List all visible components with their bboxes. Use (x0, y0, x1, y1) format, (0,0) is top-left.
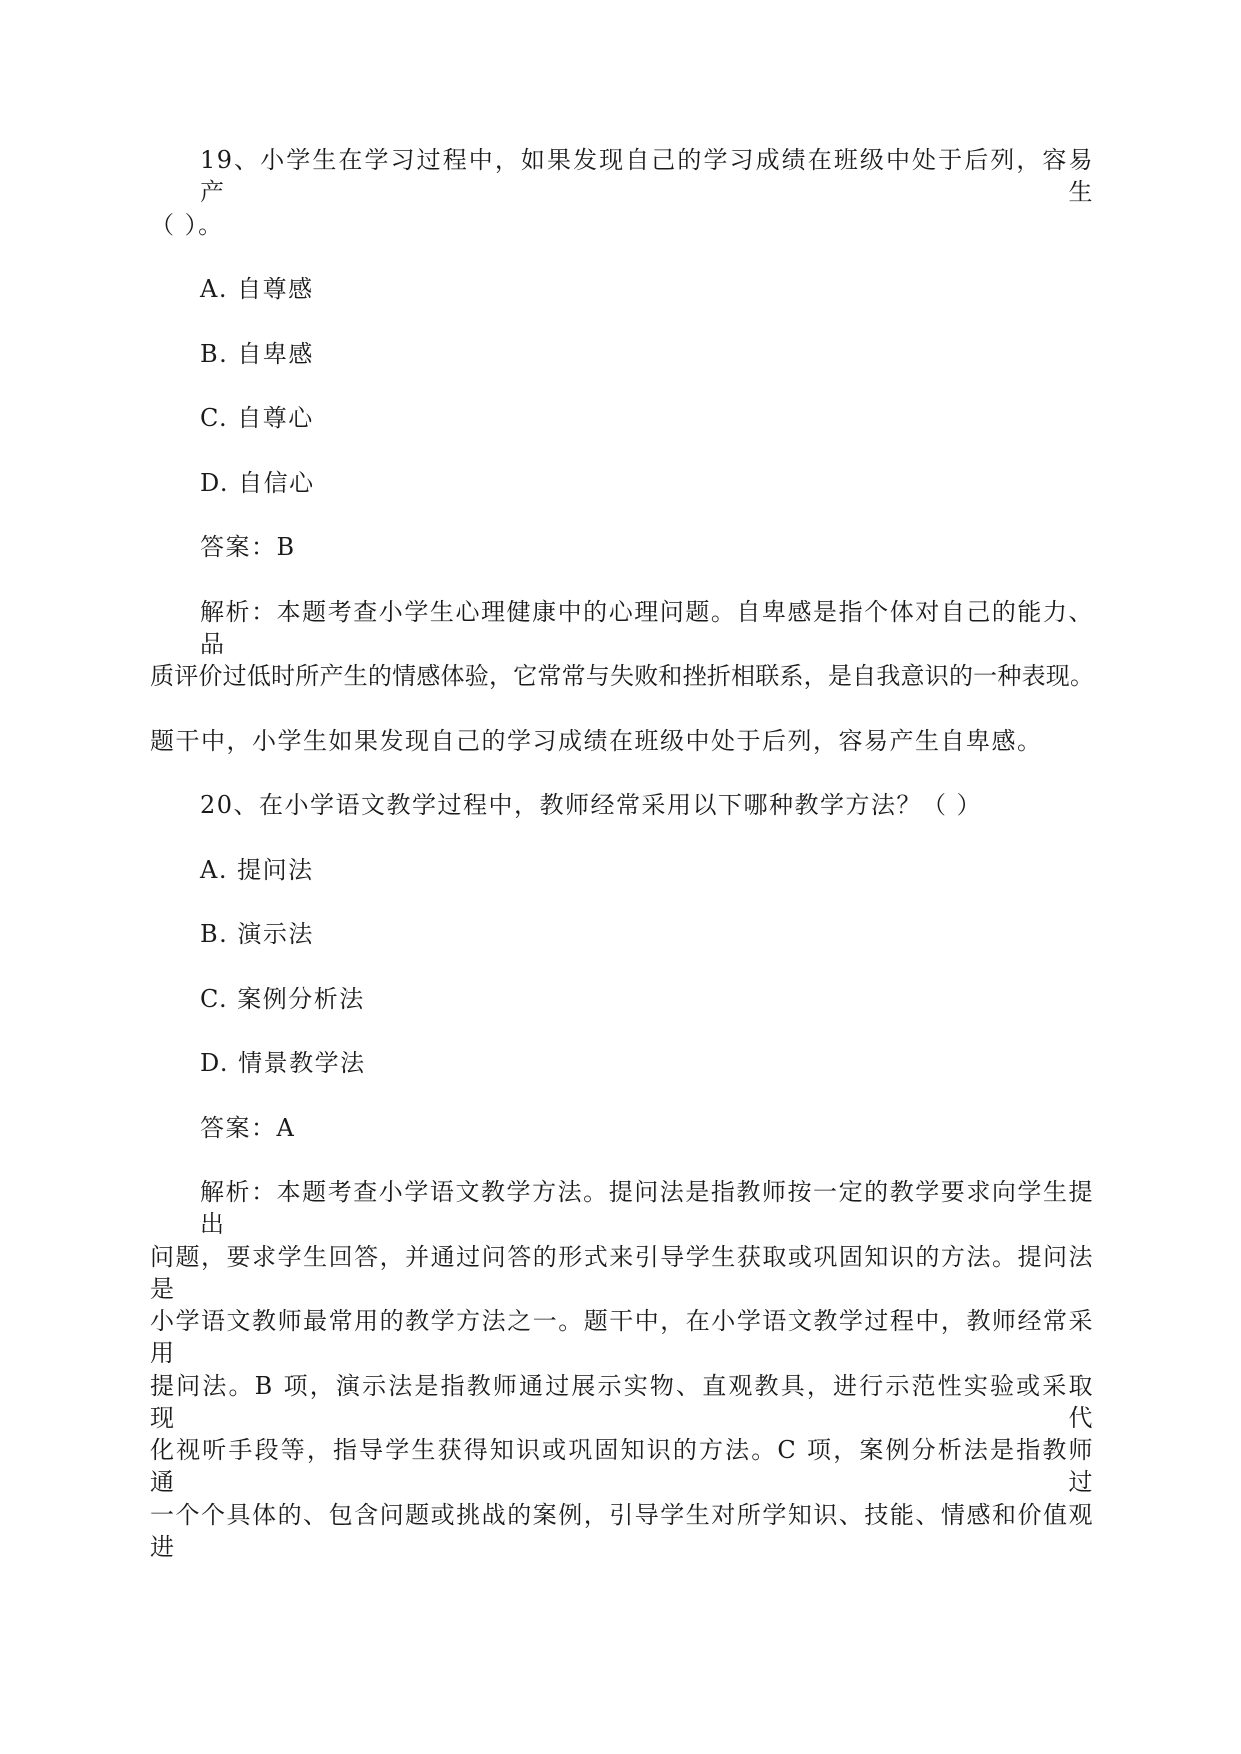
answer: 答案：B (200, 533, 296, 561)
question-stem-continued: （ ）。 (150, 210, 224, 239)
analysis-line: 解析：本题考查小学生心理健康中的心理问题。自卑感是指个体对自己的能力、品 (200, 597, 1094, 658)
option-d: D. 情景教学法 (200, 1049, 366, 1077)
option-a: A. 提问法 (200, 855, 314, 884)
option-c: C. 自尊心 (200, 404, 314, 432)
question-stem: 20、在小学语文教学过程中，教师经常采用以下哪种教学方法？（ ） (200, 791, 983, 819)
document-page (150, 144, 1094, 1563)
answer: 答案：A (200, 1113, 296, 1142)
question-19 (150, 144, 1094, 789)
option-b: B. 演示法 (200, 920, 314, 948)
analysis-line: 题干中，小学生如果发现自己的学习成绩在班级中处于后列，容易产生自卑感。 (150, 726, 1043, 755)
analysis-line: 一个个具体的、包含问题或挑战的案例，引导学生对所学知识、技能、情感和价值观进 (150, 1500, 1094, 1561)
analysis-line: 解析：本题考查小学语文教学方法。提问法是指教师按一定的教学要求向学生提出 (200, 1178, 1094, 1238)
analysis-line: 质评价过低时所产生的情感体验，它常常与失败和挫折相联系，是自我意识的一种表现。 (150, 662, 1094, 690)
analysis-line: 问题，要求学生回答，并通过问答的形式来引导学生获取或巩固知识的方法。提问法是 (150, 1242, 1094, 1303)
question-stem: 19、小学生在学习过程中，如果发现自己的学习成绩在班级中处于后列，容易产生 (200, 146, 1094, 206)
analysis-line: 化视听手段等，指导学生获得知识或巩固知识的方法。C 项，案例分析法是指教师通过 (150, 1436, 1094, 1496)
analysis-line: 提问法。B 项，演示法是指教师通过展示实物、直观教具，进行示范性实验或采取现代 (150, 1371, 1094, 1432)
analysis-line: 小学语文教师最常用的教学方法之一。题干中，在小学语文教学过程中，教师经常采用 (150, 1307, 1094, 1367)
option-d: D. 自信心 (200, 468, 315, 497)
option-b: B. 自卑感 (200, 339, 314, 368)
option-a: A. 自尊感 (200, 275, 314, 303)
question-20 (150, 789, 1094, 1563)
option-c: C. 案例分析法 (200, 984, 365, 1013)
